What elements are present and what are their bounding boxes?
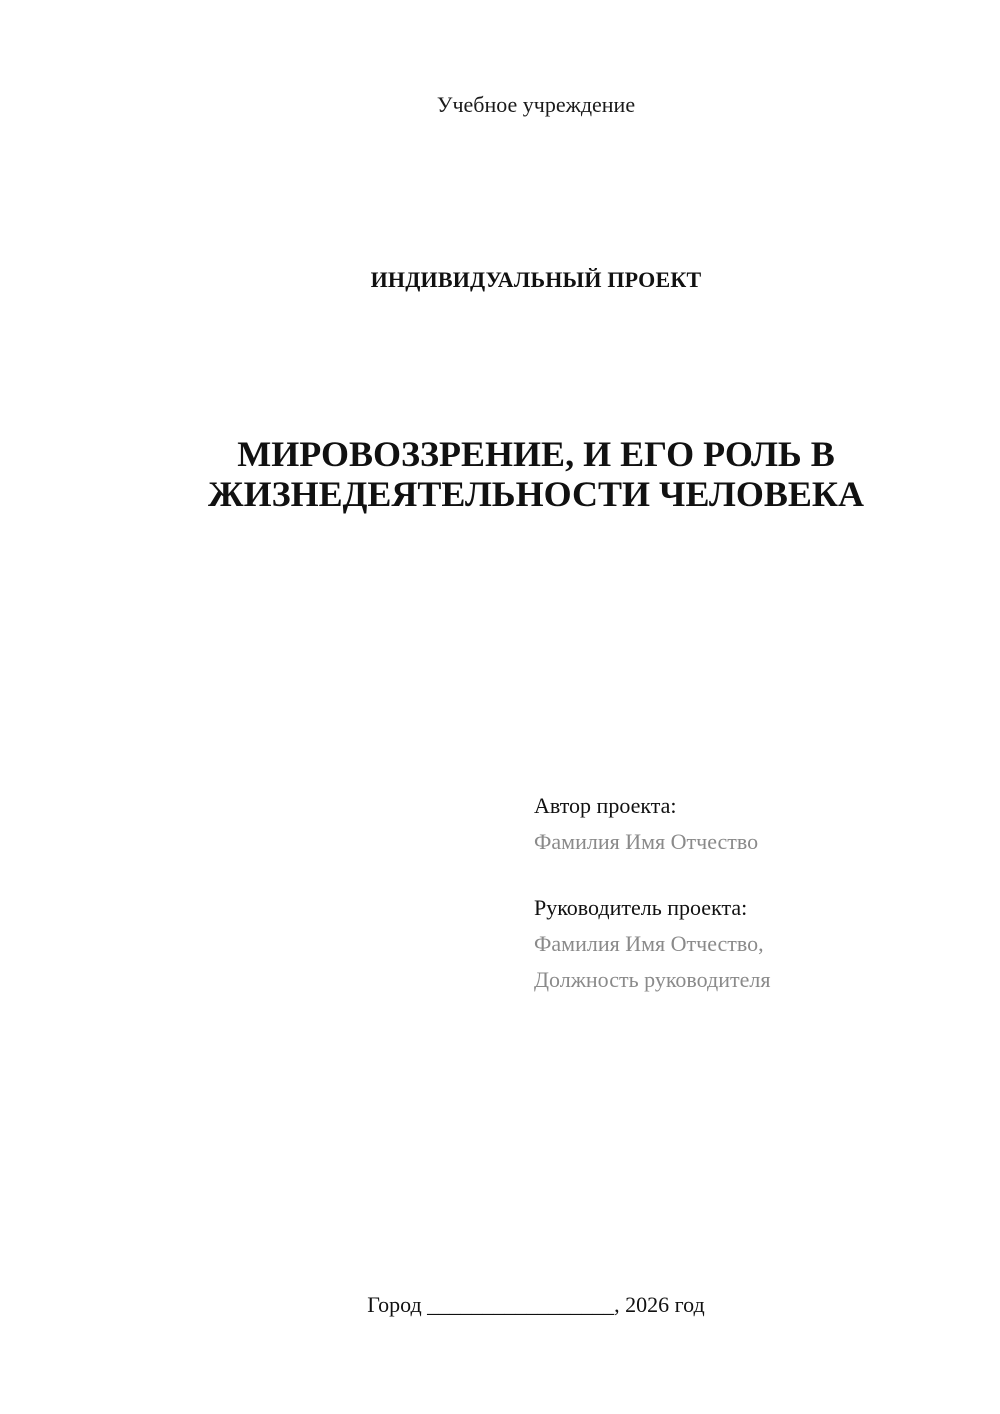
credits-block xyxy=(534,788,974,998)
author-label: Автор проекта: xyxy=(534,793,677,818)
spacer xyxy=(534,860,974,890)
author-name: Фамилия Имя Отчество xyxy=(534,829,759,854)
supervisor-label: Руководитель проекта: xyxy=(534,895,748,920)
institution-name: Учебное учреждение xyxy=(436,92,636,117)
supervisor-name: Фамилия Имя Отчество, xyxy=(534,931,764,956)
city-year-footer: Город _________________, 2026 год xyxy=(367,1292,705,1317)
project-type-heading: ИНДИВИДУАЛЬНЫЙ ПРОЕКТ xyxy=(370,267,702,292)
project-title-line-2: ЖИЗНЕДЕЯТЕЛЬНОСТИ ЧЕЛОВЕКА xyxy=(208,474,864,514)
project-title xyxy=(0,434,1000,514)
project-title-line-1: МИРОВОЗЗРЕНИЕ, И ЕГО РОЛЬ В xyxy=(237,434,835,474)
supervisor-position: Должность руководителя xyxy=(534,967,771,992)
